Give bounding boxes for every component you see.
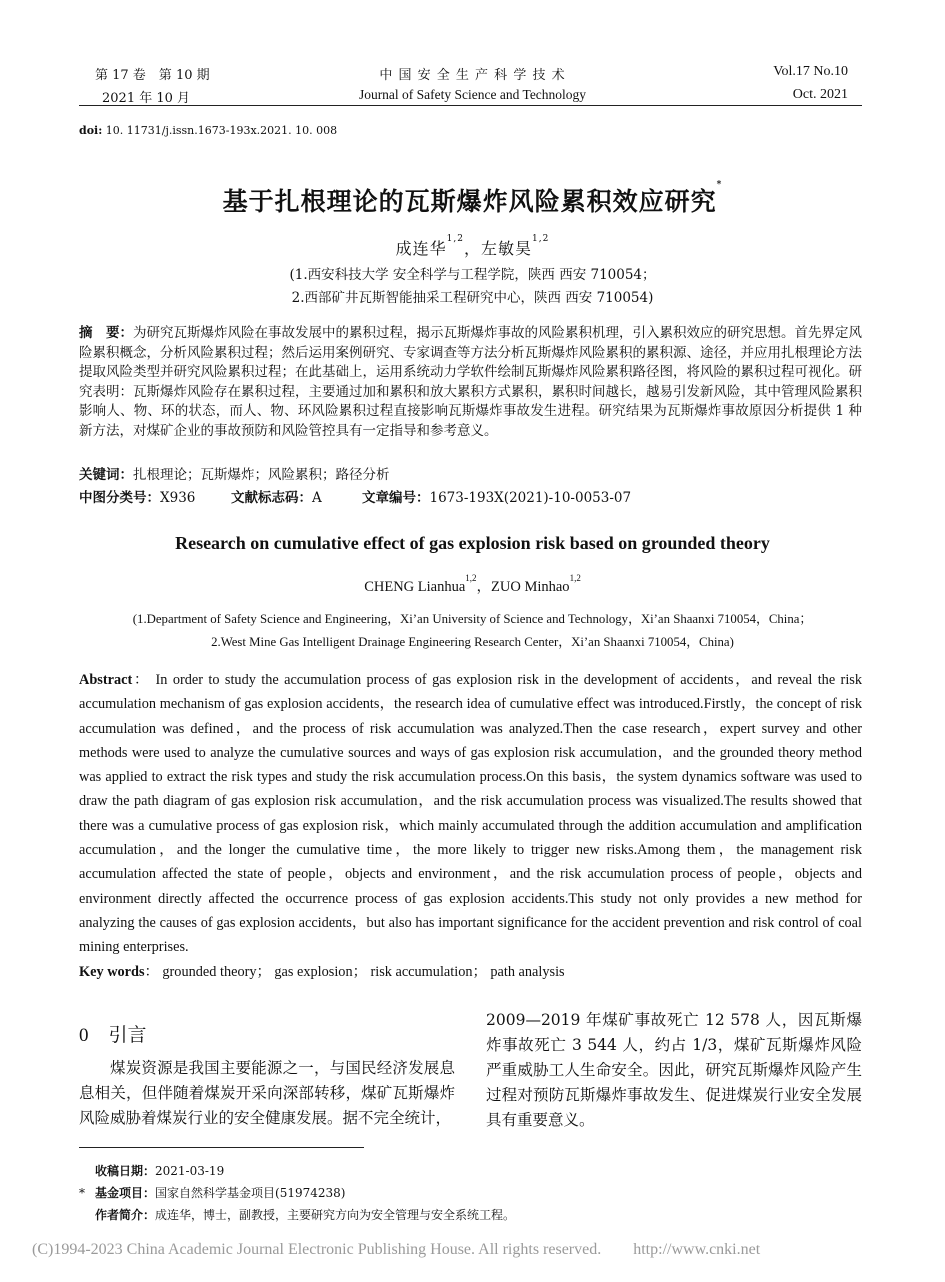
header-date-cn: 2021 年 10 月 [102, 91, 191, 106]
footnote-received [95, 1162, 224, 1179]
authors-cn [0, 236, 945, 259]
title-footnote-mark: * [716, 180, 723, 190]
doi-line [79, 124, 337, 137]
keywords-en [79, 961, 565, 981]
author-bio-text: 成连华，博士，副教授，主要研究方向为安全管理与安全系统工程。 [155, 1208, 516, 1222]
author-separator: ， [463, 239, 481, 258]
abstract-cn [79, 324, 862, 464]
header-volume-issue: 第 17 卷 第 10 期 [95, 68, 210, 83]
keywords-cn-text: 扎根理论；瓦斯爆炸；风险累积；路径分析 [133, 467, 390, 483]
paper-title-cn [0, 182, 945, 218]
affiliation-en-1: (1.Department of Safety Science and Engineering，Xi’an University of Science and Technology，Xi’an Shaanxi 710054，China； [132, 612, 813, 626]
author-cn-1: 成连华 [395, 239, 447, 258]
article-number-label: 文章编号： [362, 490, 430, 506]
affiliation-cn-1: (1.西安科技大学 安全科学与工程学院，陕西 西安 710054； [289, 267, 656, 283]
footnote-rule [79, 1147, 364, 1148]
author-en-1: CHENG Lianhua [364, 579, 466, 595]
intro-paragraph-left: 煤炭资源是我国主要能源之一，与国民经济发展息息相关，但伴随着煤炭开采向深部转移，煤矿瓦斯爆炸风险威胁着煤炭行业的安全健康发展。据不完全统计， [79, 1059, 455, 1127]
abstract-en [79, 668, 862, 960]
document-code [231, 486, 322, 506]
footnote-author-bio [95, 1206, 515, 1223]
author-en-2-affil: 1,2 [569, 573, 581, 583]
keywords-cn [79, 463, 390, 483]
fund-label: 基金项目： [95, 1186, 156, 1200]
clc-value: X936 [160, 490, 196, 506]
affiliation-en-2: 2.West Mine Gas Intelligent Drainage Engineering Research Center，Xi’an Shaanxi 710054，China) [211, 635, 734, 649]
keywords-cn-label: 关键词： [79, 467, 133, 483]
author-cn-2-affil: 1,2 [532, 234, 550, 244]
header-rule [79, 105, 862, 106]
document-code-label: 文献标志码： [231, 490, 312, 506]
section-heading [79, 1020, 147, 1047]
author-bio-label: 作者简介： [95, 1208, 156, 1222]
author-en-1-affil: 1,2 [465, 573, 477, 583]
article-number-value: 1673-193X(2021)-10-0053-07 [429, 490, 632, 506]
article-number [362, 486, 631, 506]
header-journal-cn: 中 国 安 全 生 产 科 学 技 术 [379, 68, 566, 83]
document-code-value: A [312, 490, 322, 506]
keywords-en-label: Key words [79, 964, 145, 980]
keywords-en-text: ： grounded theory； gas explosion； risk accumulation； path analysis [144, 964, 565, 980]
doi-value: 10. 11731/j.issn.1673-193x.2021. 10. 008 [105, 124, 338, 137]
header-journal-en: Journal of Safety Science and Technology [358, 87, 587, 102]
received-date: 2021-03-19 [155, 1164, 225, 1178]
abstract-en-label: Abstract [79, 672, 133, 688]
section-number: 0 [79, 1025, 89, 1046]
footnote-fund [79, 1184, 345, 1201]
header-date-en: Oct. 2021 [792, 87, 848, 102]
clc-label: 中图分类号： [79, 490, 160, 506]
cnki-copyright-watermark: (C)1994-2023 China Academic Journal Electronic Publishing House. All rights reserved. http://www.cnki.net [32, 1241, 761, 1258]
abstract-en-text: ： In order to study the accumulation process of gas explosion risk in the development of accidents，and reveal the risk accumulation mechanism of gas explosion accidents，the research idea of cumulative effect was introduced.Firstly，the concept of risk accumulation was defined，and the process of risk accumulation was analyzed.Then the case research，expert survey and other methods were used to analyze the cumulative sources and ways of gas explosion risk accumulation，and the grounded theory method was applied to extract the risk types and study the risk accumulation process.On this basis，the system dynamics software was used to draw the path diagram of gas explosion risk accumulation，and the risk accumulation process was visualized.The results showed that there was a cumulative process of gas explosion risk，which mainly accumulated through the addition accumulation and amplification accumulation，and the longer the cumulative time，the more likely to trigger new risks.Among them，the management risk accumulation affected the state of people，objects and environment，and the risk accumulation process of people，objects and environment directly affected the occurrence process of gas explosion accidents.This study not only provides a new method for analyzing the causes of gas explosion accidents，but also has important significance for the accident prevention and risk control of coal mining enterprises. [79, 672, 862, 956]
clc-number [79, 486, 195, 506]
author-en-2: ZUO Minhao [491, 579, 570, 595]
header-vol-no-en: Vol.17 No.10 [773, 64, 848, 79]
fund-value: 国家自然科学基金项目(51974238) [155, 1186, 346, 1200]
abstract-cn-label: 摘 要： [79, 325, 133, 341]
author-en-separator: ， [476, 579, 492, 595]
intro-paragraph-right: 2009—2019 年煤矿事故死亡 12 578 人，因瓦斯爆炸事故死亡 3 544 人，约占 1/3，煤矿瓦斯爆炸风险严重威胁工人生命安全。因此，研究瓦斯爆炸风险产生过程对预防瓦斯爆炸事故发生、促进煤炭行业安全发展具有重要意义。 [486, 1011, 862, 1129]
fund-mark: * [79, 1186, 85, 1200]
title-cn-text: 基于扎根理论的瓦斯爆炸风险累积效应研究 [222, 187, 717, 216]
paper-title-en: Research on cumulative effect of gas explosion risk based on grounded theory [175, 533, 770, 553]
author-cn-2: 左敏昊 [481, 239, 533, 258]
affiliation-cn-2: 2.西部矿井瓦斯智能抽采工程研究中心，陕西 西安 710054) [291, 290, 654, 306]
doi-label: doi: [79, 124, 103, 137]
section-title: 引言 [108, 1024, 147, 1046]
received-label: 收稿日期： [95, 1164, 156, 1178]
authors-en [0, 575, 945, 596]
abstract-cn-text: 为研究瓦斯爆炸风险在事故发展中的累积过程，揭示瓦斯爆炸事故的风险累积机理，引入累积效应的研究思想。首先界定风险累积概念，分析风险累积过程；然后运用案例研究、专家调查等方法分析瓦斯爆炸风险累积的累积源、途径，并应用扎根理论方法提取风险类型并研究风险累积过程；在此基础上，运用系统动力学软件绘制瓦斯爆炸风险累积路径图，将风险的累积过程可视化。研究表明：瓦斯爆炸风险存在累积过程，主要通过加和累积和放大累积方式累积，累积时间越长，越易引发新风险，其中管理风险累积影响人、物、环的状态，而人、物、环风险累积过程直接影响瓦斯爆炸事故发生进程。研究结果为瓦斯爆炸事故原因分析提供 1 种新方法，对煤矿企业的事故预防和风险管控具有一定指导和参考意义。 [79, 325, 862, 439]
author-cn-1-affil: 1,2 [446, 234, 464, 244]
